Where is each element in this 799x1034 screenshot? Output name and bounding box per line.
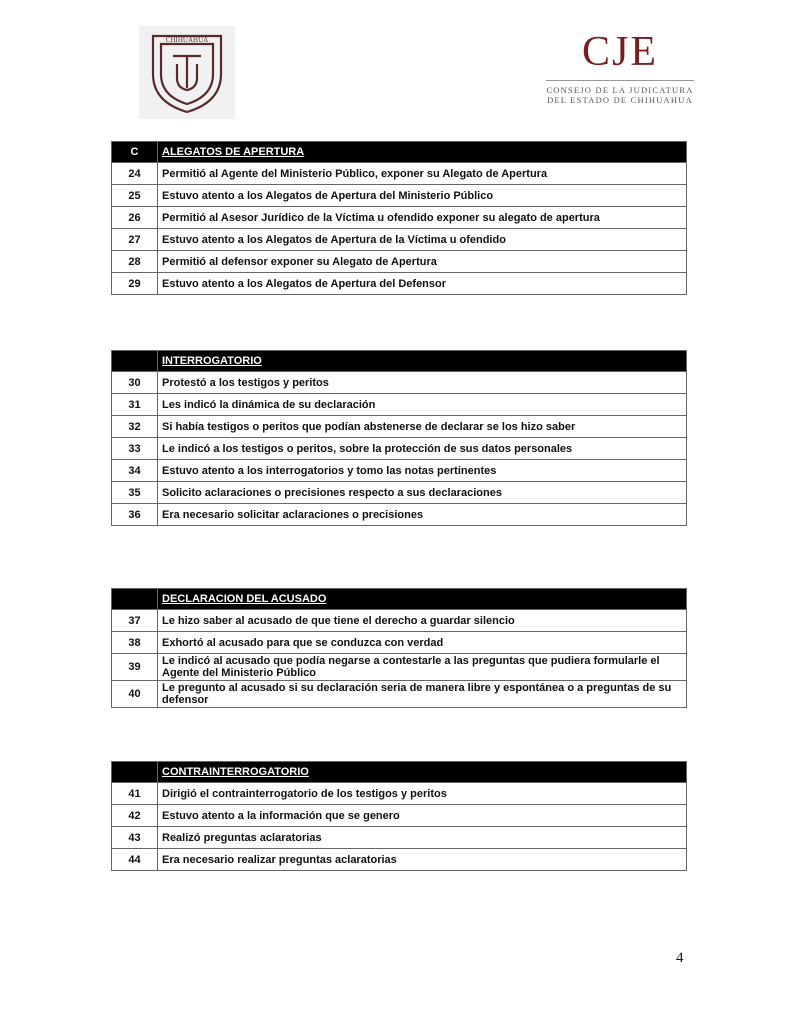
table-row xyxy=(112,460,687,482)
section-title: INTERROGATORIO xyxy=(158,351,687,372)
row-number: 34 xyxy=(112,460,158,482)
table-row xyxy=(112,438,687,460)
table-row xyxy=(112,207,687,229)
row-number: 25 xyxy=(112,185,158,207)
row-text: Le indicó a los testigos o peritos, sobre la protección de sus datos personales xyxy=(158,438,687,460)
row-text: Le indicó al acusado que podía negarse a contestarle a las preguntas que pudiera formularle el Agente del Ministerio Público xyxy=(158,654,687,681)
row-number: 31 xyxy=(112,394,158,416)
row-number: 43 xyxy=(112,827,158,849)
section-code xyxy=(112,589,158,610)
row-text: Protestó a los testigos y peritos xyxy=(158,372,687,394)
seal-top-text: CHIHUAHUA xyxy=(165,36,209,44)
table-row xyxy=(112,416,687,438)
row-text: Exhortó al acusado para que se conduzca con verdad xyxy=(158,632,687,654)
row-text: Solicito aclaraciones o precisiones respecto a sus declaraciones xyxy=(158,482,687,504)
section-interrogatorio xyxy=(111,350,687,526)
table-row xyxy=(112,273,687,295)
table-row xyxy=(112,504,687,526)
row-text: Estuvo atento a los interrogatorios y tomo las notas pertinentes xyxy=(158,460,687,482)
section-header xyxy=(112,351,687,372)
table-row xyxy=(112,827,687,849)
row-number: 38 xyxy=(112,632,158,654)
table-row xyxy=(112,185,687,207)
page-number: 4 xyxy=(676,950,684,966)
row-number: 30 xyxy=(112,372,158,394)
section-code xyxy=(112,351,158,372)
table-row xyxy=(112,394,687,416)
row-number: 28 xyxy=(112,251,158,273)
row-number: 35 xyxy=(112,482,158,504)
table-row xyxy=(112,482,687,504)
section-header xyxy=(112,589,687,610)
row-number: 32 xyxy=(112,416,158,438)
table-row xyxy=(112,372,687,394)
row-text: Era necesario realizar preguntas aclaratorias xyxy=(158,849,687,871)
judicial-seal-logo xyxy=(139,26,235,119)
row-text: Dirigió el contrainterrogatorio de los testigos y peritos xyxy=(158,783,687,805)
row-number: 37 xyxy=(112,610,158,632)
row-text: Era necesario solicitar aclaraciones o precisiones xyxy=(158,504,687,526)
row-text: Permitió al Asesor Jurídico de la Víctima u ofendido exponer su alegato de apertura xyxy=(158,207,687,229)
row-text: Le pregunto al acusado si su declaración seria de manera libre y espontánea o a preguntas de su defensor xyxy=(158,681,687,708)
section-declaracion-acusado xyxy=(111,588,687,708)
row-text: Si había testigos o peritos que podían abstenerse de declarar se los hizo saber xyxy=(158,416,687,438)
section-header xyxy=(112,762,687,783)
table-row xyxy=(112,783,687,805)
cje-line-2: DEL ESTADO DE CHIHUAHUA xyxy=(547,95,693,105)
section-title: CONTRAINTERROGATORIO xyxy=(158,762,687,783)
row-text: Permitió al defensor exponer su Alegato de Apertura xyxy=(158,251,687,273)
row-number: 42 xyxy=(112,805,158,827)
section-code: C xyxy=(112,142,158,163)
table-row xyxy=(112,805,687,827)
row-text: Estuvo atento a los Alegatos de Apertura del Defensor xyxy=(158,273,687,295)
row-number: 33 xyxy=(112,438,158,460)
cje-mark: CJE xyxy=(581,29,658,75)
cje-divider xyxy=(546,80,694,81)
table-row xyxy=(112,229,687,251)
cje-logo xyxy=(546,30,694,105)
section-contrainterrogatorio xyxy=(111,761,687,871)
table-row xyxy=(112,849,687,871)
row-number: 41 xyxy=(112,783,158,805)
row-text: Le hizo saber al acusado de que tiene el derecho a guardar silencio xyxy=(158,610,687,632)
row-number: 39 xyxy=(112,654,158,681)
section-title: DECLARACION DEL ACUSADO xyxy=(158,589,687,610)
section-code xyxy=(112,762,158,783)
row-number: 36 xyxy=(112,504,158,526)
table-row xyxy=(112,251,687,273)
row-number: 26 xyxy=(112,207,158,229)
row-text: Estuvo atento a los Alegatos de Apertura del Ministerio Público xyxy=(158,185,687,207)
section-header xyxy=(112,142,687,163)
row-text: Estuvo atento a la información que se genero xyxy=(158,805,687,827)
table-row xyxy=(112,632,687,654)
section-title: ALEGATOS DE APERTURA xyxy=(158,142,687,163)
table-row xyxy=(112,610,687,632)
row-text: Les indicó la dinámica de su declaración xyxy=(158,394,687,416)
table-row xyxy=(112,654,687,681)
table-row xyxy=(112,681,687,708)
table-row xyxy=(112,163,687,185)
row-number: 24 xyxy=(112,163,158,185)
row-number: 29 xyxy=(112,273,158,295)
row-number: 44 xyxy=(112,849,158,871)
row-text: Permitió al Agente del Ministerio Público, exponer su Alegato de Apertura xyxy=(158,163,687,185)
row-number: 40 xyxy=(112,681,158,708)
section-alegatos-apertura xyxy=(111,141,687,295)
row-text: Estuvo atento a los Alegatos de Apertura de la Víctima u ofendido xyxy=(158,229,687,251)
row-number: 27 xyxy=(112,229,158,251)
row-text: Realizó preguntas aclaratorias xyxy=(158,827,687,849)
cje-line-1: CONSEJO DE LA JUDICATURA xyxy=(546,85,694,95)
